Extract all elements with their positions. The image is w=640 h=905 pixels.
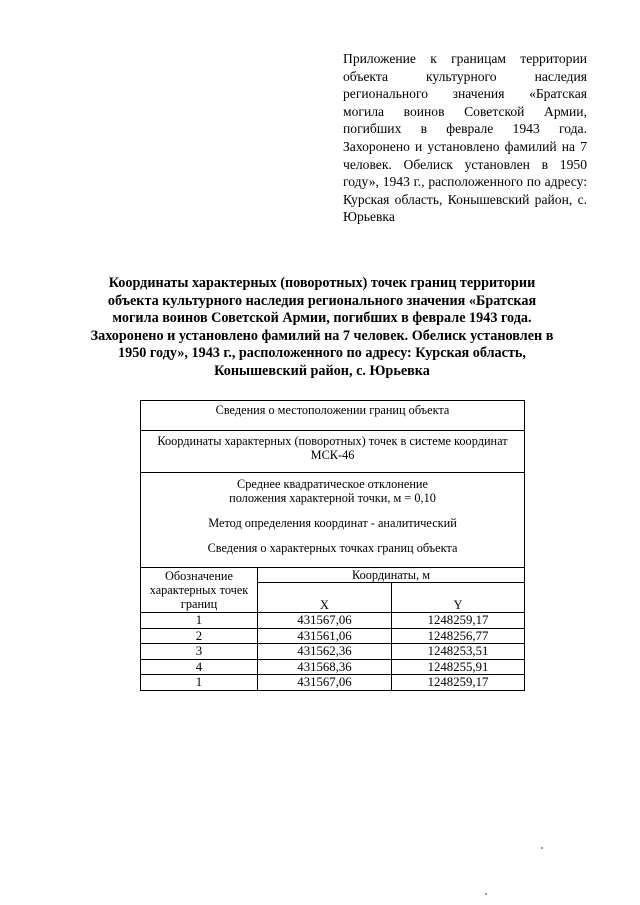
- column-coordinates-header: Координаты, м: [258, 568, 525, 583]
- coordinates-table: [140, 400, 525, 691]
- table-row: [141, 644, 525, 660]
- point-x: 431567,06: [258, 613, 392, 629]
- points-info-line: Сведения о характерных точках границ объекта: [207, 541, 458, 555]
- point-y: 1248256,77: [392, 628, 525, 644]
- document-title: Координаты характерных (поворотных) точек границ территории объекта культурного наследия регионального значения «Братская могила воинов Советской Армии, погибших в феврале 1943 года. Захоронено и установлено фамилий на 7 человек. Обелиск установлен в 1950 году», 1943 г., расположенного по адресу: Курская область, Конышевский район, с. Юрьевка: [90, 275, 554, 379]
- point-number: 1: [141, 675, 258, 691]
- annex-note: Приложение к границам территории объекта культурного наследия регионального значения «Братская могила воинов Советской Армии, погибших в феврале 1943 года. Захоронено и установлено фамилий на 7 человек. Обелиск установлен в 1950 году», 1943 г., расположенного по адресу: Курская область, Конышевский район, с. Юрьевка: [343, 51, 587, 225]
- point-number: 2: [141, 628, 258, 644]
- point-y: 1248259,17: [392, 675, 525, 691]
- point-x: 431568,36: [258, 659, 392, 675]
- point-x: 431561,06: [258, 628, 392, 644]
- accuracy-line-2: положения характерной точки, м = 0,10: [229, 491, 436, 505]
- column-x-header: X: [258, 583, 392, 613]
- column-y-header: Y: [392, 583, 525, 613]
- section-coordinates-header: Координаты характерных (поворотных) точек в системе координат МСК-46: [141, 431, 525, 473]
- table-row: [141, 613, 525, 629]
- point-x: 431567,06: [258, 675, 392, 691]
- accuracy-method-block: [141, 473, 525, 568]
- point-number: 3: [141, 644, 258, 660]
- scan-speck: [541, 847, 543, 849]
- point-y: 1248255,91: [392, 659, 525, 675]
- point-y: 1248259,17: [392, 613, 525, 629]
- section-location-header: Сведения о местоположении границ объекта: [141, 401, 525, 431]
- point-y: 1248253,51: [392, 644, 525, 660]
- table-row: [141, 628, 525, 644]
- scan-speck: [485, 893, 487, 895]
- column-designation-header: Обозначение характерных точек границ: [141, 568, 258, 613]
- method-line: Метод определения координат - аналитический: [208, 516, 457, 530]
- point-number: 4: [141, 659, 258, 675]
- point-x: 431562,36: [258, 644, 392, 660]
- table-row: [141, 659, 525, 675]
- point-number: 1: [141, 613, 258, 629]
- accuracy-line-1: Среднее квадратическое отклонение: [237, 477, 428, 491]
- table-row: [141, 675, 525, 691]
